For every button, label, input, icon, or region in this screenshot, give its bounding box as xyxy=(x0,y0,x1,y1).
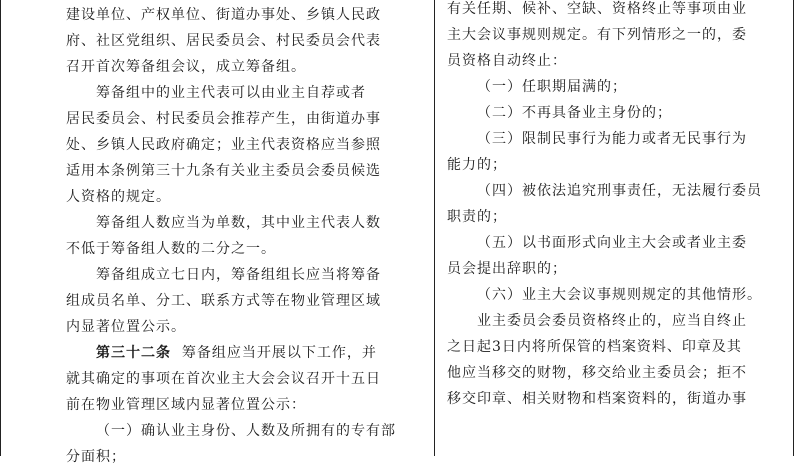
table-border-left xyxy=(0,0,1,456)
text-line: 居民委员会、村民委员会推荐产生，由街道办事 xyxy=(66,111,381,127)
text-line: 适用本条例第三十九条有关业主委员会委员候选 xyxy=(66,163,381,179)
text-line: 职责的； xyxy=(447,209,507,225)
left-paragraph-2 xyxy=(66,80,430,210)
left-paragraph-3 xyxy=(66,210,430,262)
list-item xyxy=(447,282,787,308)
list-item xyxy=(447,74,787,100)
article-number: 第三十二条 xyxy=(96,345,171,361)
text-line: 不低于筹备组人数的二分之一。 xyxy=(66,241,276,257)
column-divider xyxy=(434,0,435,456)
text-line: 移交印章、相关财物和档案资料的，街道办事 xyxy=(447,391,747,407)
text-line: 组成员名单、分工、联系方式等在物业管理区域 xyxy=(66,293,381,309)
text-line: （五）以书面形式向业主大会或者业主委 xyxy=(477,235,747,251)
list-item xyxy=(447,100,787,126)
right-paragraph-1 xyxy=(447,0,787,74)
text-line: 召开首次筹备组会议，成立筹备组。 xyxy=(66,59,306,75)
text-line: （一）任职期届满的； xyxy=(477,79,627,95)
left-column xyxy=(66,2,430,470)
text-line: 业主委员会委员资格终止的，应当自终止 xyxy=(477,313,747,329)
text-line: 员会提出辞职的； xyxy=(447,261,567,277)
list-item xyxy=(447,230,787,282)
text-line: 主大会议事规则规定。有下列情形之一的，委 xyxy=(447,27,747,43)
text-line: 前在物业管理区域内显著位置公示： xyxy=(66,397,306,413)
text-line: 筹备组人数应当为单数，其中业主代表人数 xyxy=(96,215,381,231)
text-line: 人资格的规定。 xyxy=(66,189,171,205)
text-line: （一）确认业主身份、人数及所拥有的专有部 xyxy=(96,423,396,439)
list-item xyxy=(447,126,787,178)
text-line: 员资格自动终止： xyxy=(447,53,567,69)
text-line: 能力的； xyxy=(447,157,507,173)
list-item xyxy=(447,178,787,230)
text-line: 有关任期、候补、空缺、资格终止等事项由业 xyxy=(447,1,747,17)
left-paragraph-1 xyxy=(66,2,430,80)
text-line: 之日起3日内将所保管的档案资料、印章及其 xyxy=(447,339,742,355)
text-line: 筹备组应当开展以下工作，并 xyxy=(181,345,377,361)
text-line: 内显著位置公示。 xyxy=(66,319,186,335)
left-paragraph-4 xyxy=(66,262,430,340)
text-line: （四）被依法追究刑事责任，无法履行委员 xyxy=(477,183,762,199)
article-32 xyxy=(66,340,430,418)
text-line: 他应当移交的财物，移交给业主委员会；拒不 xyxy=(447,365,747,381)
right-paragraph-2 xyxy=(447,308,787,412)
text-line: （六）业主大会议事规则规定的其他情形。 xyxy=(477,287,762,303)
text-line: 筹备组中的业主代表可以由业主自荐或者 xyxy=(96,85,366,101)
text-line: （二）不再具备业主身份的； xyxy=(477,105,672,121)
text-line: 就其确定的事项在首次业主大会会议召开十五日 xyxy=(66,371,381,387)
text-line: 建设单位、产权单位、街道办事处、乡镇人民政 xyxy=(66,7,381,23)
text-line: 处、乡镇人民政府确定；业主代表资格应当参照 xyxy=(66,137,381,153)
right-column xyxy=(447,0,787,412)
text-line: 府、社区党组织、居民委员会、村民委员会代表 xyxy=(66,33,381,49)
text-line: （三）限制民事行为能力或者无民事行为 xyxy=(477,131,747,147)
text-line: 分面积； xyxy=(66,449,126,465)
article-32-item-1 xyxy=(66,418,430,470)
text-line: 筹备组成立七日内，筹备组组长应当将筹备 xyxy=(96,267,381,283)
